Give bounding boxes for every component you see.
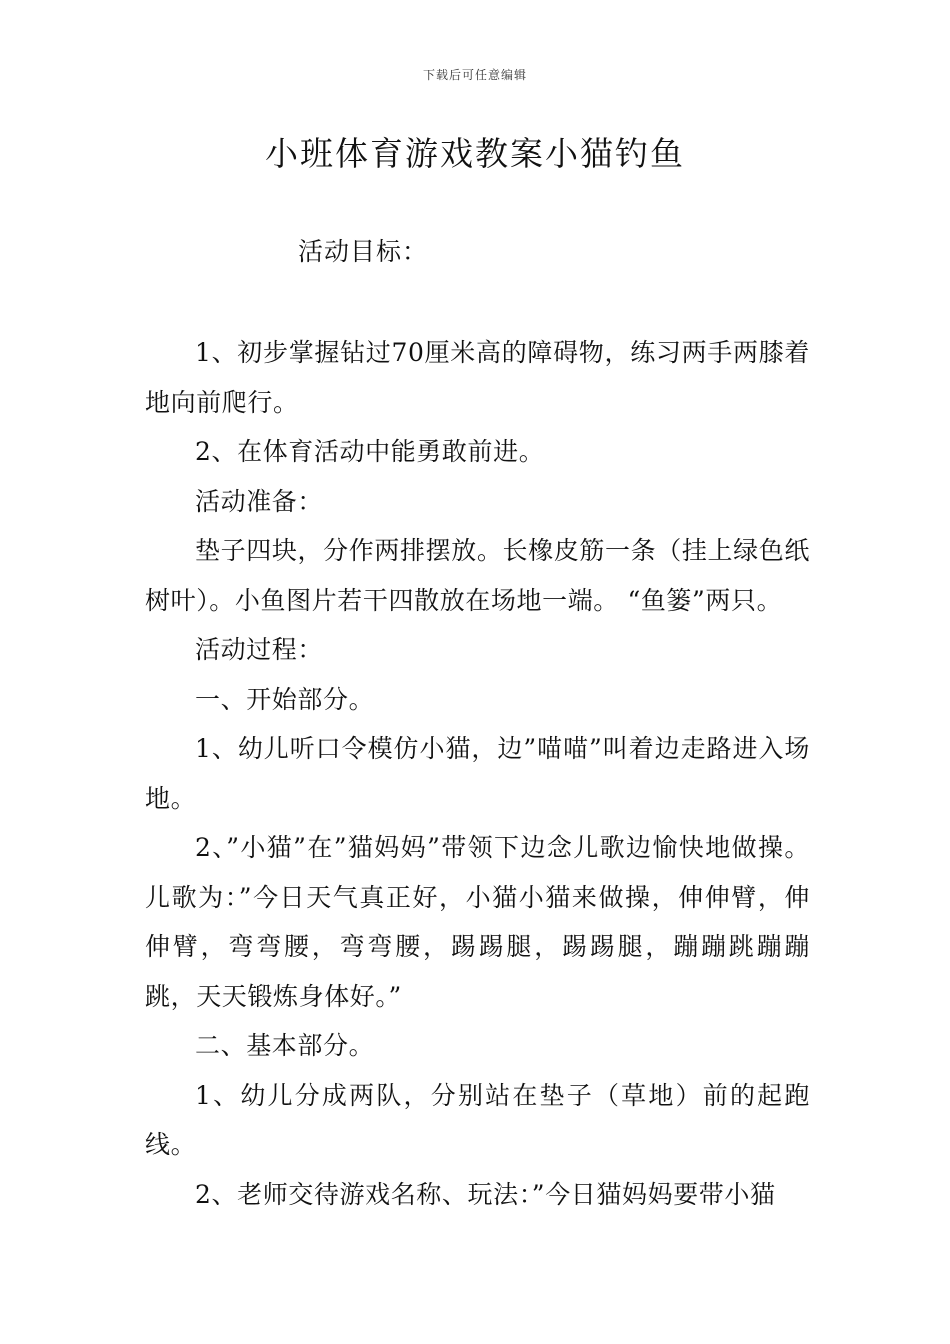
paragraph-prep-heading: 活动准备：	[195, 486, 324, 516]
paragraph-part-one-step-2: 2、”小猫”在”猫妈妈”带领下边念儿歌边愉快地做操。儿歌为：”今日天气真正好，小猫小猫来做操，伸伸臂，伸伸臂，弯弯腰，弯弯腰，踢踢腿，踢踢腿，蹦蹦跳蹦蹦跳，天天锻炼身体好。”	[145, 833, 810, 1011]
paragraph-part-two-step-1: 1、幼儿分成两队，分别站在垫子（草地）前的起跑线。	[145, 1080, 810, 1159]
document-title: 小班体育游戏教案小猫钓鱼	[265, 134, 685, 173]
header-note: 下载后可任意编辑	[422, 68, 527, 82]
section-label-goals: 活动目标：	[298, 237, 429, 266]
paragraph-part-one-heading: 一、开始部分。	[195, 684, 375, 714]
paragraph-goal-2: 2、在体育活动中能勇敢前进。	[195, 437, 545, 466]
document-body	[145, 328, 810, 1219]
paragraph-part-two-step-2: 2、老师交待游戏名称、玩法：”今日猫妈妈要带小猫	[195, 1179, 776, 1209]
paragraph-goal-1: 1、初步掌握钻过70厘米高的障碍物，练习两手两膝着地向前爬行。	[145, 338, 810, 417]
paragraph-process-heading: 活动过程：	[195, 635, 324, 664]
paragraph-part-one-step-1: 1、幼儿听口令模仿小猫，边”喵喵”叫着边走路进入场地。	[145, 734, 810, 813]
paragraph-part-two-heading: 二、基本部分。	[195, 1031, 375, 1060]
paragraph-prep-details: 垫子四块，分作两排摆放。长橡皮筋一条（挂上绿色纸树叶）。小鱼图片若干四散放在场地一端。 “鱼篓”两只。	[145, 536, 810, 615]
